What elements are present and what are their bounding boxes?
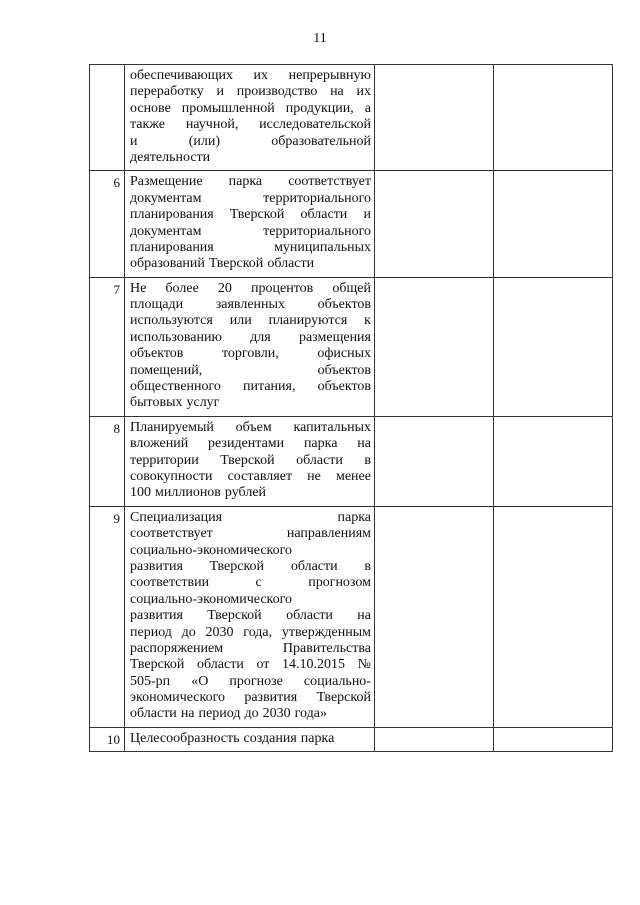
empty-cell xyxy=(494,65,613,171)
text-line xyxy=(130,608,371,624)
empty-cell xyxy=(375,506,494,727)
word: Тверской xyxy=(316,690,371,706)
text-line xyxy=(130,575,371,591)
word: миллионов xyxy=(155,485,221,501)
word: (или) xyxy=(188,133,221,149)
word: 2030 xyxy=(262,706,291,722)
word: развития xyxy=(130,608,183,624)
word: объем xyxy=(235,419,272,435)
text-line xyxy=(130,117,371,133)
word: на xyxy=(357,436,371,452)
word: помещений, xyxy=(130,362,203,378)
word: с xyxy=(255,575,262,591)
word: документам xyxy=(130,223,202,239)
word: 14.10.2015 xyxy=(281,657,345,673)
word: переработку xyxy=(130,84,204,100)
word: промышленной xyxy=(181,100,275,116)
text-line xyxy=(130,690,371,706)
empty-cell xyxy=(494,171,613,277)
word: от xyxy=(256,657,270,673)
word: утвержденным xyxy=(281,624,371,640)
text-line xyxy=(130,559,371,575)
word: объектов xyxy=(317,379,371,395)
word: планирования xyxy=(130,239,214,255)
word: года, xyxy=(243,624,273,640)
empty-cell xyxy=(375,416,494,506)
word: 100 xyxy=(130,485,151,501)
word: основе xyxy=(130,100,171,116)
word: бытовых xyxy=(130,395,183,411)
text-line xyxy=(130,134,371,150)
word: парка xyxy=(303,436,338,452)
criteria-table xyxy=(89,64,613,752)
word: и xyxy=(363,207,371,223)
word: к xyxy=(364,313,371,329)
word: для xyxy=(250,329,271,345)
word: в xyxy=(364,558,371,574)
word: и xyxy=(130,133,138,149)
word: социально- xyxy=(303,673,371,689)
word: планирования xyxy=(130,207,214,223)
word: территориального xyxy=(263,190,371,206)
word: Специализация xyxy=(130,509,223,525)
word: соответствует xyxy=(288,174,371,190)
text-line xyxy=(130,436,371,452)
word: объектов xyxy=(317,362,371,378)
word: социально-экономического xyxy=(130,542,293,558)
text-line xyxy=(130,84,371,100)
word: года» xyxy=(294,706,327,722)
word: до xyxy=(244,706,259,722)
table-row xyxy=(90,171,613,277)
text-line xyxy=(130,240,371,256)
text-line xyxy=(130,453,371,469)
text-line xyxy=(130,485,371,501)
text-line xyxy=(130,543,371,559)
empty-cell xyxy=(375,65,494,171)
text-line xyxy=(130,101,371,117)
row-number: 10 xyxy=(90,727,125,751)
word: территории xyxy=(130,452,199,468)
word: более xyxy=(165,280,199,296)
text-line xyxy=(130,706,371,722)
word: в xyxy=(364,452,371,468)
word: на xyxy=(180,706,195,722)
word: производство xyxy=(236,84,318,100)
criterion-text xyxy=(125,416,375,506)
word: 505-рп xyxy=(130,673,171,689)
criteria-table-body xyxy=(90,65,613,752)
word: исследовательской xyxy=(259,117,371,133)
word: на xyxy=(357,608,371,624)
text-line xyxy=(130,510,371,526)
word: распоряжением xyxy=(130,640,224,656)
word: период xyxy=(130,624,172,640)
word: питания, xyxy=(243,379,296,395)
word: области xyxy=(300,207,348,223)
empty-cell xyxy=(494,506,613,727)
word: капитальных xyxy=(293,419,371,435)
text-line xyxy=(130,191,371,207)
empty-cell xyxy=(494,416,613,506)
word: направлениям xyxy=(286,526,371,542)
text-line xyxy=(130,256,371,272)
word: прогнозе xyxy=(229,673,283,689)
text-line xyxy=(130,469,371,485)
text-line xyxy=(130,395,371,411)
row-number xyxy=(90,65,125,171)
word: обеспечивающих xyxy=(130,68,233,83)
text-line xyxy=(130,68,371,84)
text-line xyxy=(130,207,371,223)
word: Размещение xyxy=(130,174,203,190)
text-line xyxy=(130,281,371,297)
empty-cell xyxy=(375,277,494,416)
text-line xyxy=(130,641,371,657)
criterion-text xyxy=(125,65,375,171)
text-line xyxy=(130,174,371,190)
table-row xyxy=(90,727,613,751)
empty-cell xyxy=(494,727,613,751)
text-line xyxy=(130,150,371,166)
word: торговли, xyxy=(221,346,279,362)
table-row xyxy=(90,65,613,171)
empty-cell xyxy=(375,727,494,751)
row-number: 6 xyxy=(90,171,125,277)
text-line xyxy=(130,592,371,608)
word: парка xyxy=(337,509,371,525)
text-line xyxy=(130,674,371,690)
word: вложений xyxy=(130,436,189,452)
word: Тверской xyxy=(207,608,262,624)
word: экономического xyxy=(130,690,225,706)
word: социально-экономического xyxy=(130,591,293,607)
word: а xyxy=(364,100,371,116)
text-line xyxy=(130,657,371,673)
word: до xyxy=(181,624,196,640)
text-line xyxy=(130,625,371,641)
word: период xyxy=(198,706,241,722)
text-line xyxy=(130,731,371,747)
word: парка xyxy=(228,174,263,190)
word: соответствии xyxy=(130,575,210,591)
criterion-text xyxy=(125,506,375,727)
criterion-text xyxy=(125,171,375,277)
word: резидентами xyxy=(208,436,285,452)
word: размещения xyxy=(298,329,371,345)
word: офисных xyxy=(317,346,371,362)
page-number: 11 xyxy=(313,31,327,46)
text-line xyxy=(130,224,371,240)
word: рублей xyxy=(224,485,267,501)
word: научной, xyxy=(185,117,239,133)
word: использованию xyxy=(130,329,222,345)
criterion-text xyxy=(125,727,375,751)
row-number: 7 xyxy=(90,277,125,416)
text-line xyxy=(130,346,371,362)
table-row xyxy=(90,506,613,727)
word: создания xyxy=(243,730,297,746)
text-line xyxy=(130,526,371,542)
word: области xyxy=(130,706,177,722)
word: Планируемый xyxy=(130,419,214,435)
word: их xyxy=(356,84,371,100)
row-number: 8 xyxy=(90,416,125,506)
word: развития xyxy=(244,690,298,706)
word: используются xyxy=(130,313,213,329)
word: территориального xyxy=(263,223,371,239)
word: 20 xyxy=(217,280,232,296)
text-line xyxy=(130,363,371,379)
word: 2030 xyxy=(205,624,234,640)
word: «О xyxy=(191,673,209,689)
word: продукции, xyxy=(285,100,354,116)
word: Правительства xyxy=(282,640,371,656)
word: услуг xyxy=(186,395,220,411)
word: муниципальных xyxy=(274,239,371,255)
word: парка xyxy=(300,730,335,746)
word: совокупности xyxy=(130,468,213,484)
word: области xyxy=(197,657,244,673)
word: № xyxy=(357,657,371,673)
word: прогнозом xyxy=(308,575,371,591)
text-line xyxy=(130,420,371,436)
word: на xyxy=(330,84,344,100)
empty-cell xyxy=(375,171,494,277)
table-row xyxy=(90,277,613,416)
word: образований xyxy=(130,256,205,272)
word: области xyxy=(290,558,338,574)
empty-cell xyxy=(494,277,613,416)
word: площади xyxy=(130,297,184,313)
criterion-text xyxy=(125,277,375,416)
word: общественного xyxy=(130,379,221,395)
word: Тверской xyxy=(208,256,264,272)
row-number: 9 xyxy=(90,506,125,727)
word: не xyxy=(307,468,321,484)
word: Тверской xyxy=(220,452,275,468)
word: их xyxy=(253,68,269,83)
word: или xyxy=(229,313,252,329)
word: Не xyxy=(130,280,147,296)
text-line xyxy=(130,330,371,346)
text-line xyxy=(130,313,371,329)
word: области xyxy=(296,452,343,468)
word: объектов xyxy=(317,297,371,313)
word: непрерывную xyxy=(288,68,371,83)
word: общей xyxy=(332,280,371,296)
word: объектов xyxy=(130,346,184,362)
word: области xyxy=(267,256,315,272)
word: составляет xyxy=(227,468,293,484)
word: и xyxy=(216,84,225,100)
word: документам xyxy=(130,190,202,206)
word: области xyxy=(286,608,333,624)
word: также xyxy=(130,117,166,133)
word: Целесообразность xyxy=(130,730,240,746)
word: деятельности xyxy=(130,149,211,165)
table-row xyxy=(90,416,613,506)
word: развития xyxy=(130,558,183,574)
text-line xyxy=(130,379,371,395)
word: планируются xyxy=(268,313,348,329)
word: заявленных xyxy=(215,297,285,313)
word: соответствует xyxy=(130,526,213,542)
word: образовательной xyxy=(271,133,371,149)
word: Тверской xyxy=(229,207,285,223)
text-line xyxy=(130,297,371,313)
word: процентов xyxy=(251,280,314,296)
word: Тверской xyxy=(130,657,185,673)
word: Тверской xyxy=(209,558,265,574)
word: менее xyxy=(335,468,371,484)
